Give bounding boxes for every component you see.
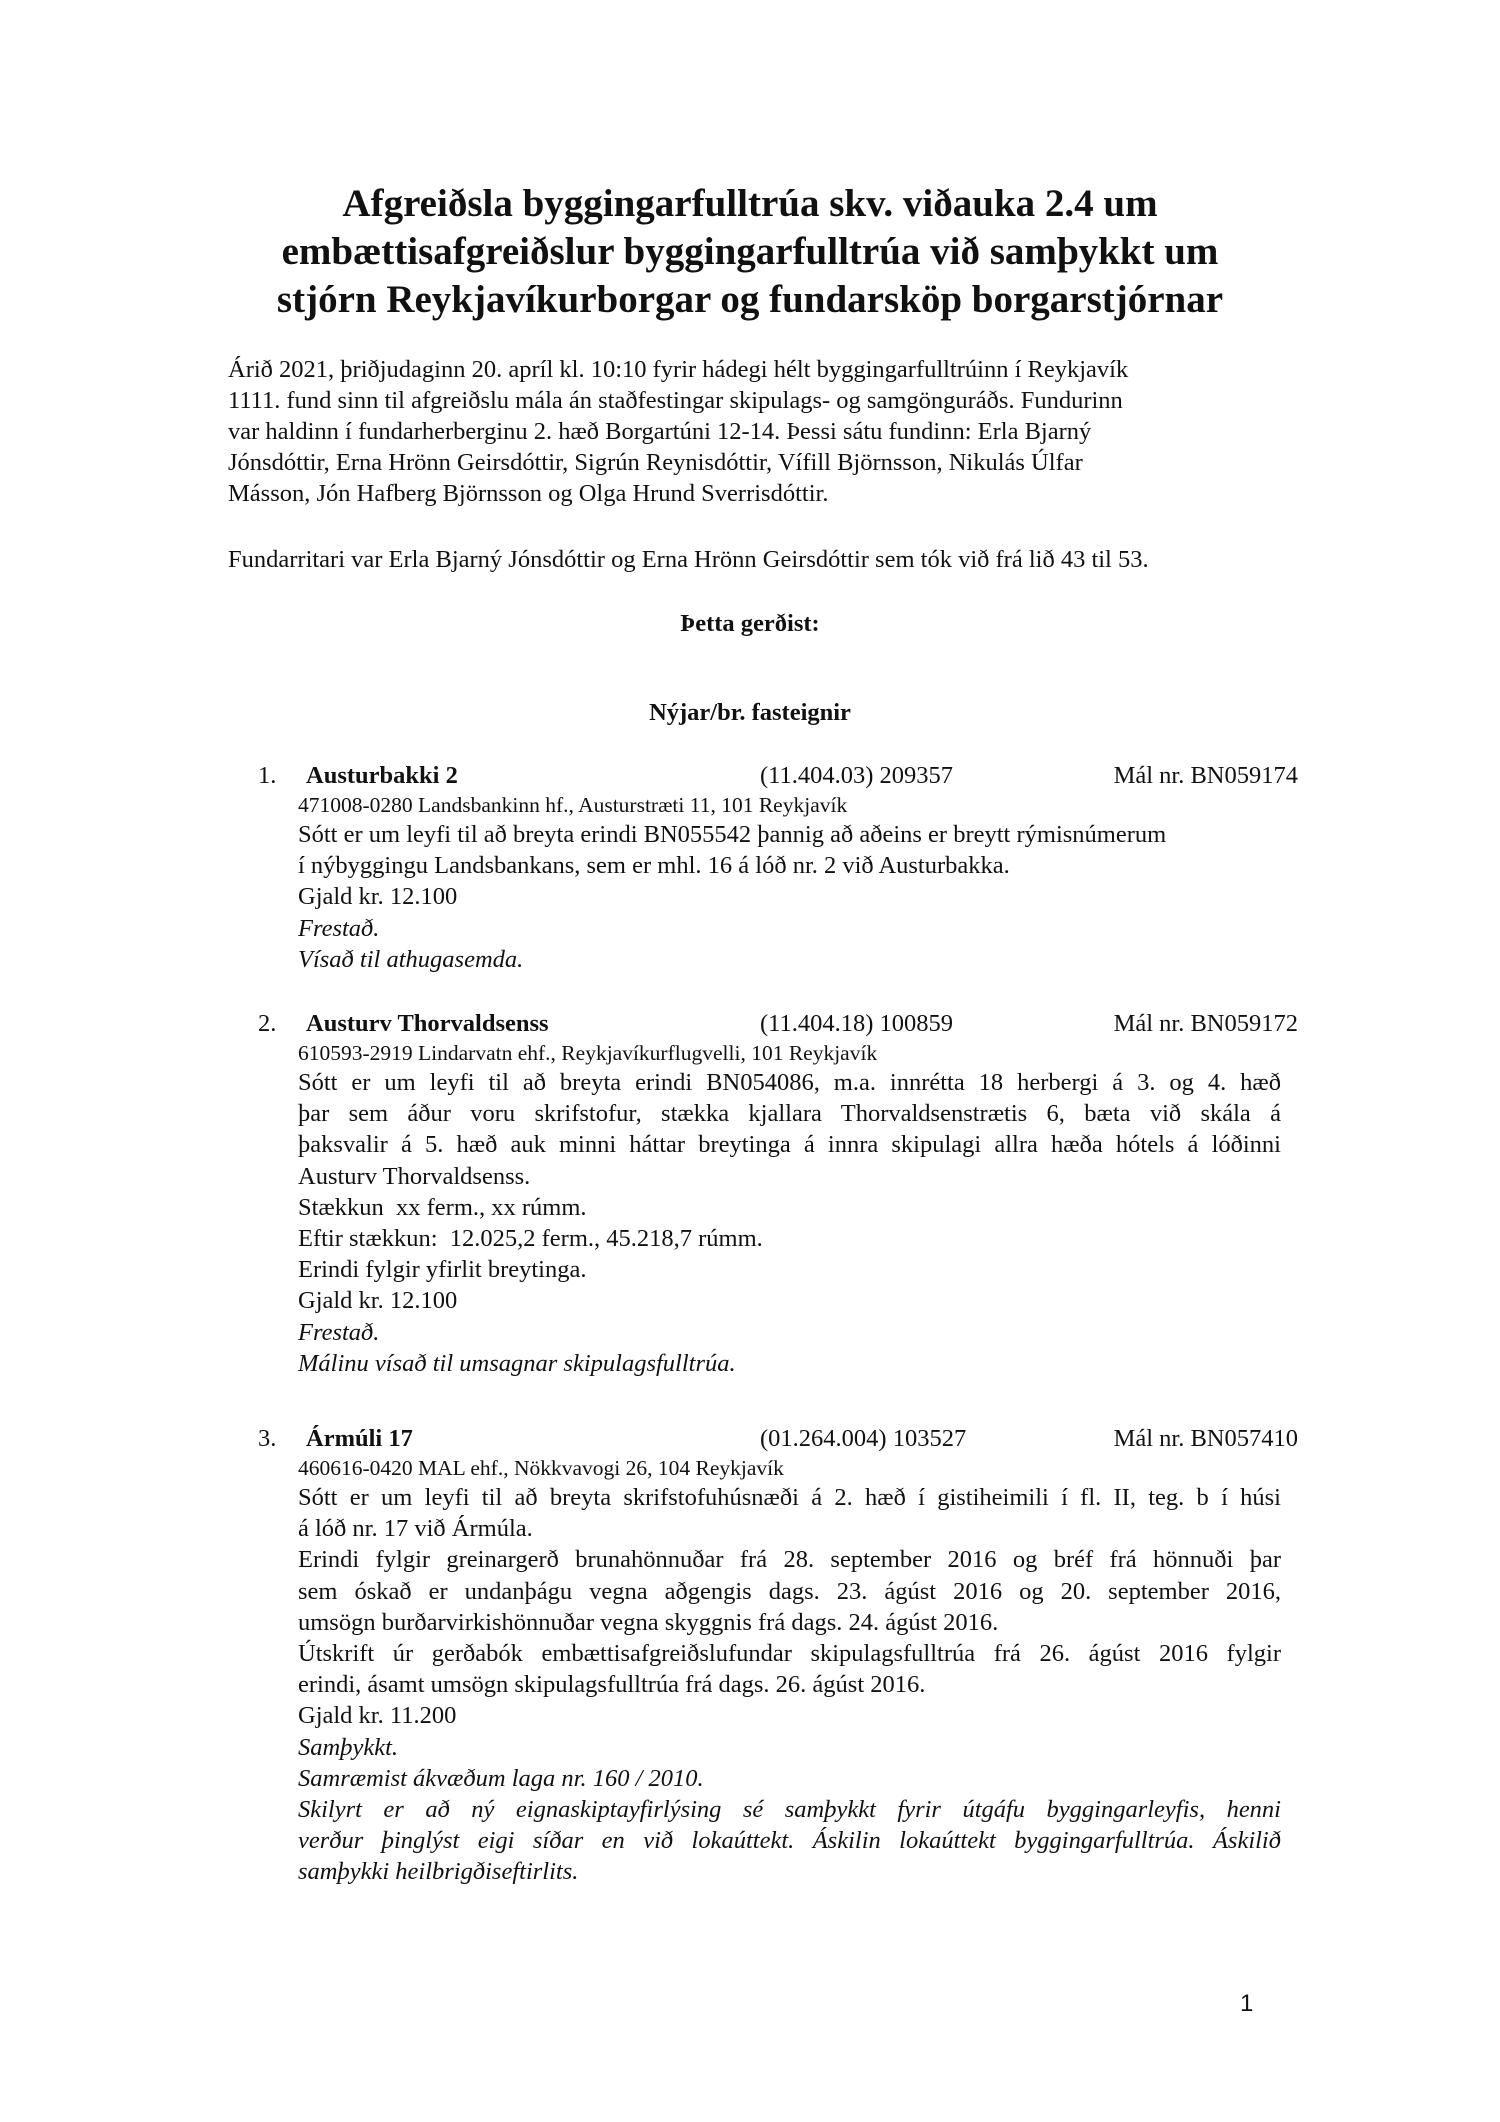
case-header [258, 1423, 1298, 1454]
case-text: Austurv Thorvaldsenss. [298, 1162, 531, 1190]
case-text: á lóð nr. 17 við Ármúla. [298, 1515, 533, 1543]
case-body [298, 791, 1298, 975]
case-item [258, 1423, 1298, 1888]
case-header [258, 1008, 1298, 1039]
case-reference: (11.404.18) 100859 [760, 1010, 954, 1037]
page-number: 1 [1240, 1990, 1254, 2017]
recorder-paragraph: Fundarritari var Erla Bjarný Jónsdóttir og Erna Hrönn Geirsdóttir sem tók við frá lið 43 til 53. [228, 546, 1149, 573]
intro-line: Jónsdóttir, Erna Hrönn Geirsdóttir, Sigrún Reynisdóttir, Vífill Björnsson, Nikulás Úlfar [228, 449, 1083, 476]
case-text: Útskrift úr gerðabók embættisafgreiðslufundar skipulagsfulltrúa frá 26. ágúst 2016 fylgir [298, 1640, 1281, 1668]
case-id: Mál nr. BN057410 [1113, 1425, 1298, 1452]
document-title [200, 180, 1300, 324]
title-line: embættisafgreiðslur byggingarfulltrúa við samþykkt um [281, 230, 1219, 273]
case-number: 2. [258, 1010, 277, 1037]
case-text: Stækkun xx ferm., xx rúmm. [298, 1193, 587, 1221]
case-text: í nýbyggingu Landsbankans, sem er mhl. 16 á lóð nr. 2 við Austurbakka. [298, 852, 1010, 880]
section-heading: Nýjar/br. fasteignir [649, 699, 851, 726]
case-decision: samþykki heilbrigðiseftirlits. [298, 1858, 579, 1886]
events-heading: Þetta gerðist: [680, 610, 820, 637]
intro-line: var haldinn í fundarherberginu 2. hæð Borgartúni 12-14. Þessi sátu fundinn: Erla Bjarný [228, 418, 1092, 445]
case-decision: Skilyrt er að ný eignaskiptayfirlýsing sé samþykkt fyrir útgáfu byggingarleyfis, henni [298, 1796, 1281, 1824]
case-address: Austurv Thorvaldsenss [306, 1010, 549, 1037]
case-decision: verður þinglýst eigi síðar en við lokaúttekt. Áskilin lokaúttekt byggingarfulltrúa. Áskilið [298, 1827, 1281, 1855]
case-text: Erindi fylgir greinargerð brunahönnuðar frá 28. september 2016 og bréf frá hönnuði þar [298, 1546, 1281, 1574]
case-fee: Gjald kr. 12.100 [298, 883, 458, 911]
case-fee: Gjald kr. 12.100 [298, 1287, 458, 1315]
case-text: Eftir stækkun: 12.025,2 ferm., 45.218,7 rúmm. [298, 1225, 763, 1253]
intro-paragraph [228, 354, 1288, 509]
case-text: erindi, ásamt umsögn skipulagsfulltrúa frá dags. 26. ágúst 2016. [298, 1671, 926, 1699]
case-text: þaksvalir á 5. hæð auk minni háttar breytinga á innra skipulagi allra hæða hótels á lóðinni [298, 1131, 1281, 1159]
case-id: Mál nr. BN059172 [1113, 1010, 1298, 1037]
case-applicant: 460616-0420 MAL ehf., Nökkvavogi 26, 104 Reykjavík [298, 1456, 784, 1480]
title-line: stjórn Reykjavíkurborgar og fundarsköp borgarstjórnar [276, 278, 1224, 321]
case-text: Sótt er um leyfi til að breyta skrifstofuhúsnæði á 2. hæð í gistiheimili í fl. II, teg. b í húsi [298, 1484, 1281, 1511]
case-body [298, 1039, 1298, 1379]
case-text: Erindi fylgir yfirlit breytinga. [298, 1256, 587, 1284]
case-address: Austurbakki 2 [306, 762, 458, 789]
case-item [258, 1008, 1298, 1379]
case-reference: (01.264.004) 103527 [760, 1425, 967, 1452]
case-text: sem óskað er undanþágu vegna aðgengis dags. 23. ágúst 2016 og 20. september 2016, [298, 1577, 1281, 1605]
case-address: Ármúli 17 [306, 1425, 413, 1452]
case-applicant: 471008-0280 Landsbankinn hf., Austurstræti 11, 101 Reykjavík [298, 793, 848, 817]
case-text: Sótt er um leyfi til að breyta erindi BN054086, m.a. innrétta 18 herbergi á 3. og 4. hæð [298, 1069, 1281, 1096]
case-text: Sótt er um leyfi til að breyta erindi BN055542 þannig að aðeins er breytt rýmisnúmerum [298, 821, 1167, 848]
case-decision: Frestað. [298, 1318, 380, 1346]
case-number: 1. [258, 762, 277, 789]
case-decision: Málinu vísað til umsagnar skipulagsfulltrúa. [298, 1349, 736, 1377]
case-id: Mál nr. BN059174 [1113, 762, 1298, 789]
case-header [258, 760, 1298, 791]
intro-line: Árið 2021, þriðjudaginn 20. apríl kl. 10:10 fyrir hádegi hélt byggingarfulltrúinn í Reykjavík [228, 356, 1129, 383]
intro-line: Másson, Jón Hafberg Björnsson og Olga Hrund Sverrisdóttir. [228, 480, 829, 507]
case-decision: Samræmist ákvæðum laga nr. 160 / 2010. [298, 1764, 704, 1792]
title-line: Afgreiðsla byggingarfulltrúa skv. viðauka 2.4 um [342, 182, 1158, 225]
case-reference: (11.404.03) 209357 [760, 762, 954, 789]
case-text: þar sem áður voru skrifstofur, stækka kjallara Thorvaldsenstrætis 6, bæta við skála á [298, 1100, 1281, 1128]
case-number: 3. [258, 1425, 277, 1452]
intro-line: 1111. fund sinn til afgreiðslu mála án staðfestingar skipulags- og samgönguráðs. Fundurinn [228, 387, 1123, 414]
case-body [298, 1454, 1298, 1888]
case-applicant: 610593-2919 Lindarvatn ehf., Reykjavíkurflugvelli, 101 Reykjavík [298, 1041, 878, 1065]
case-item [258, 760, 1298, 975]
case-decision: Frestað. [298, 914, 380, 942]
case-fee: Gjald kr. 11.200 [298, 1702, 457, 1730]
case-decision: Samþykkt. [298, 1733, 398, 1761]
case-decision: Vísað til athugasemda. [298, 945, 524, 973]
case-text: umsögn burðarvirkishönnuðar vegna skyggnis frá dags. 24. ágúst 2016. [298, 1608, 999, 1636]
